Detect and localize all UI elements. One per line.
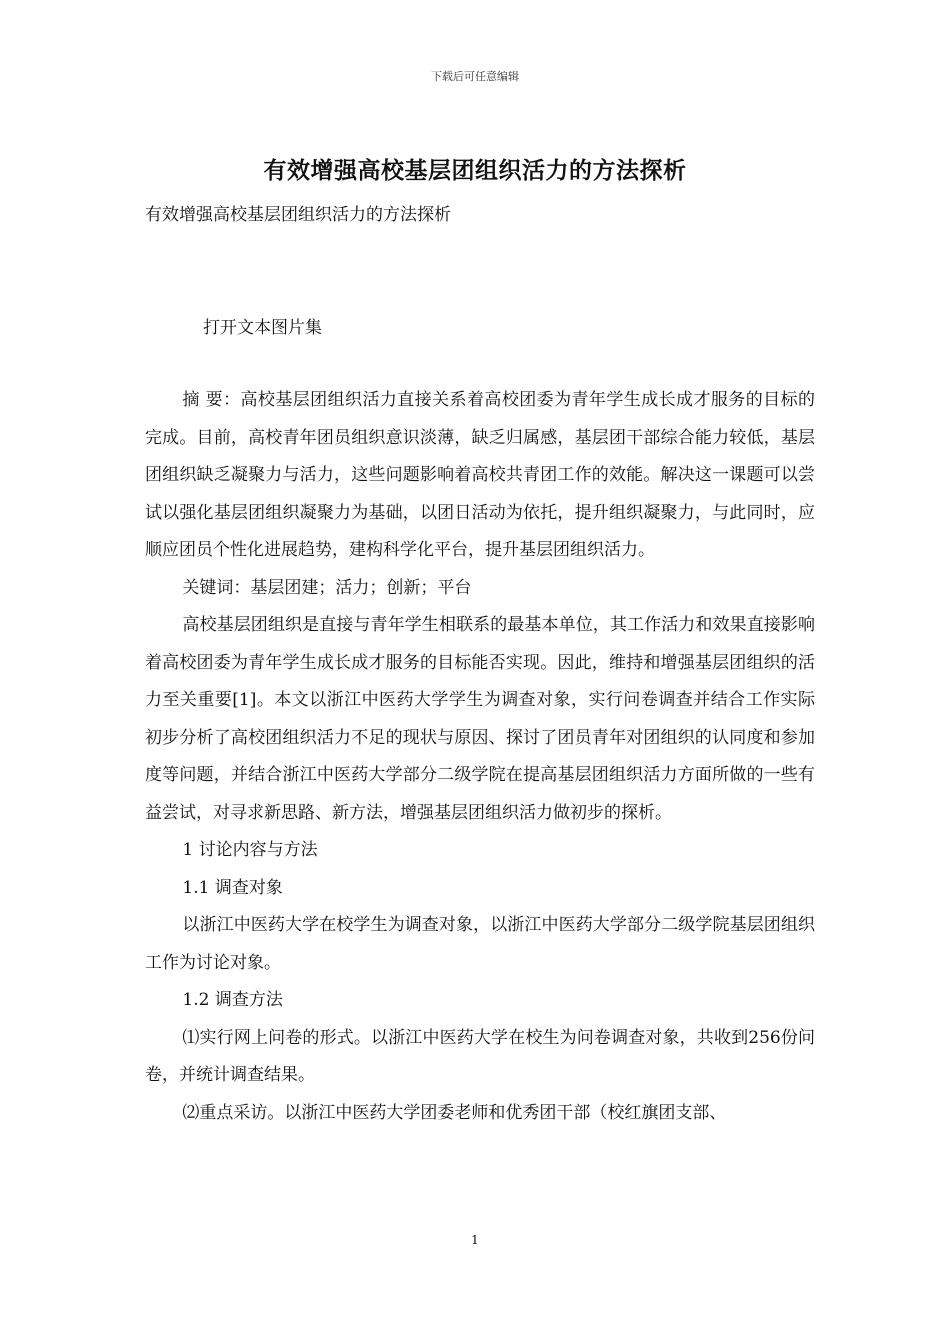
body-paragraph: ⑴实行网上问卷的形式。以浙江中医药大学在校生为问卷调查对象，共收到256份问卷，并统计调查结果。 bbox=[145, 1027, 815, 1085]
open-image-gallery-link[interactable]: 打开文本图片集 bbox=[203, 318, 322, 338]
subsection-heading: 1.2 调查方法 bbox=[182, 990, 283, 1010]
section-heading: 1 讨论内容与方法 bbox=[182, 840, 318, 860]
body-paragraph: ⑵重点采访。以浙江中医药大学团委老师和优秀团干部（校红旗团支部、 bbox=[182, 1102, 727, 1123]
intro-paragraph: 高校基层团组织是直接与青年学生相联系的最基本单位，其工作活力和效果直接影响着高校团委为青年学生成长成才服务的目标能否实现。因此，维持和增强基层团组织的活力至关重要[1]。本文以浙江中医药大学学生为调查对象，实行问卷调查并结合工作实际初步分析了高校团组织活力不足的现状与原因、探讨了团员青年对团组织的认同度和参加度等问题，并结合浙江中医药大学部分二级学院在提高基层团组织活力方面所做的一些有益尝试，对寻求新思路、新方法，增强基层团组织活力做初步的探析。 bbox=[145, 615, 815, 823]
document-subtitle: 有效增强高校基层团组织活力的方法探析 bbox=[145, 205, 451, 225]
document-body bbox=[145, 382, 815, 1132]
keywords-paragraph: 关键词：基层团建；活力；创新；平台 bbox=[182, 577, 472, 598]
body-paragraph: 以浙江中医药大学在校学生为调查对象，以浙江中医药大学部分二级学院基层团组织工作为讨论对象。 bbox=[145, 915, 815, 973]
abstract-paragraph: 摘 要：高校基层团组织活力直接关系着高校团委为青年学生成长成才服务的目标的完成。目前，高校青年团员组织意识淡薄，缺乏归属感，基层团干部综合能力较低，基层团组织缺乏凝聚力与活力，这些问题影响着高校共青团工作的效能。解决这一课题可以尝试以强化基层团组织凝聚力为基础，以团日活动为依托，提升组织凝聚力，与此同时，应顺应团员个性化进展趋势，建构科学化平台，提升基层团组织活力。 bbox=[145, 390, 815, 560]
subsection-heading: 1.1 调查对象 bbox=[182, 877, 283, 898]
document-title: 有效增强高校基层团组织活力的方法探析 bbox=[263, 157, 687, 184]
page-header-note: 下载后可任意编辑 bbox=[431, 70, 519, 83]
page-number: 1 bbox=[471, 1233, 479, 1247]
